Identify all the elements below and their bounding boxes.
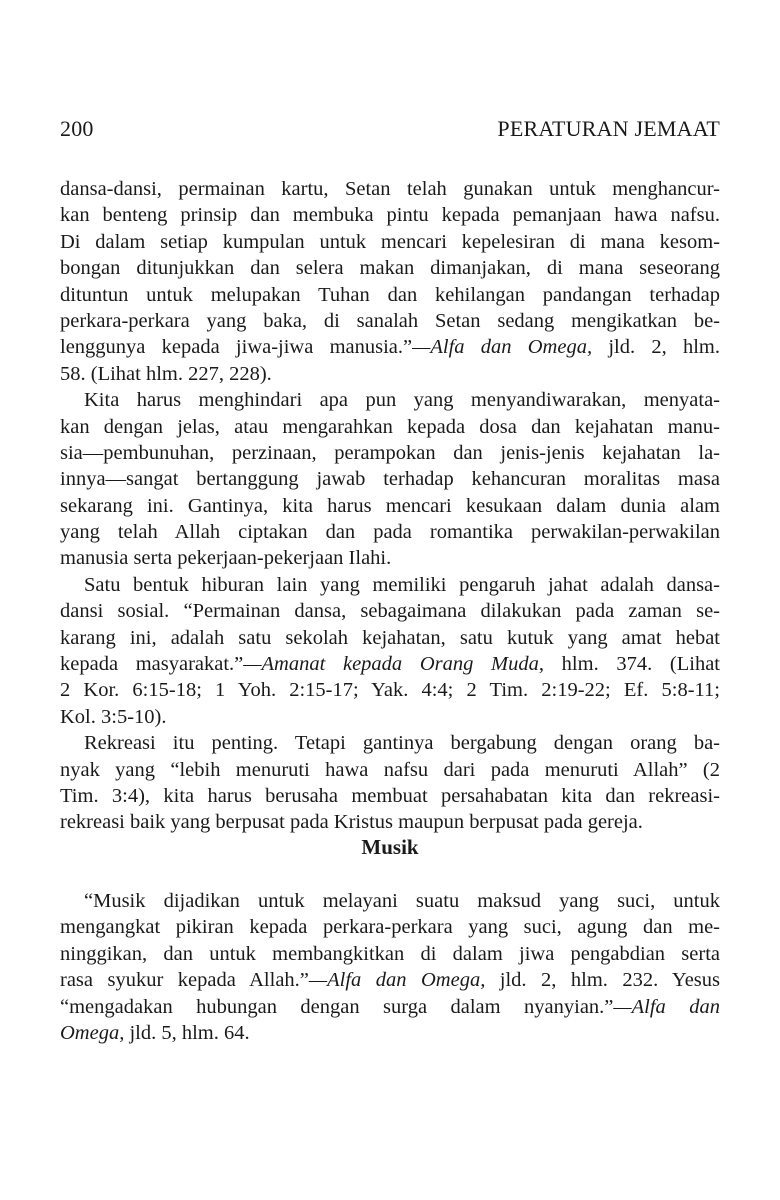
text-run: Rekreasi itu penting. Tetapi gantinya bergabung dengan orang ba-	[84, 732, 720, 755]
text-line	[60, 967, 720, 993]
text-line	[60, 941, 720, 967]
citation-title: Omega,	[60, 1021, 125, 1044]
text-line	[60, 598, 720, 624]
text-run: nyak yang “lebih menuruti hawa nafsu dari pada menuruti Allah” (2	[60, 758, 720, 781]
text-line	[60, 783, 720, 809]
text-line	[60, 229, 720, 255]
text-run: kan dengan jelas, atau mengarahkan kepada dosa dan kejahatan manu-	[60, 415, 720, 438]
text-line	[60, 757, 720, 783]
text-run: ninggikan, dan untuk membangkitkan di dalam jiwa pengabdian serta	[60, 942, 720, 965]
text-run: manusia serta pekerjaan-pekerjaan Ilahi.	[60, 547, 392, 570]
text-line	[60, 202, 720, 228]
text-line	[60, 888, 720, 914]
text-run: “mengadakan hubungan dengan surga dalam nyanyian.”	[60, 995, 614, 1018]
text-run: Tim. 3:4), kita harus berusaha membuat persahabatan kita dan rekreasi-	[60, 784, 720, 807]
text-run: 58. (Lihat hlm. 227, 228).	[60, 362, 272, 385]
text-run: , hlm. 374. (Lihat	[538, 653, 720, 676]
text-run: rasa syukur kepada Allah.”	[60, 969, 309, 992]
text-line	[60, 572, 720, 598]
text-line	[60, 440, 720, 466]
text-run: Di dalam setiap kumpulan untuk mencari kepelesiran di mana kesom-	[60, 230, 720, 253]
text-line	[60, 176, 720, 202]
body-text	[60, 176, 720, 836]
running-header	[60, 114, 720, 144]
text-line	[60, 519, 720, 545]
text-line	[60, 387, 720, 413]
text-run: dansi sosial. “Permainan dansa, sebagaimana dilakukan pada zaman se-	[60, 600, 720, 623]
book-title: PERATURAN JEMAAT	[497, 116, 720, 141]
text-run: 2 Kor. 6:15-18; 1 Yoh. 2:15-17; Yak. 4:4; 2 Tim. 2:19-22; Ef. 5:8-11;	[60, 679, 720, 702]
citation-title: —Amanat kepada Orang Muda	[243, 653, 539, 676]
text-line	[60, 308, 720, 334]
text-run: mengangkat pikiran kepada perkara-perkara yang suci, agung dan me-	[60, 916, 720, 939]
citation-title: —Alfa dan Omega,	[412, 336, 593, 359]
citation-title: —Alfa dan	[613, 995, 720, 1018]
text-run: karang ini, adalah satu sekolah kejahatan, satu kutuk yang amat hebat	[60, 626, 720, 649]
section-heading: Musik	[361, 835, 419, 859]
text-line	[60, 704, 720, 730]
text-line	[60, 651, 720, 677]
text-line	[60, 493, 720, 519]
text-run: “Musik dijadikan untuk melayani suatu maksud yang suci, untuk	[84, 890, 720, 912]
page-number: 200	[60, 116, 94, 141]
text-run: jld. 2, hlm. 232. Yesus	[485, 969, 720, 992]
text-run: innya—sangat bertanggung jawab terhadap kehancuran moralitas masa	[60, 468, 720, 491]
text-run: rekreasi baik yang berpusat pada Kristus maupun berpusat pada gereja.	[60, 811, 643, 834]
text-run: sekarang ini. Gantinya, kita harus mencari kesukaan dalam dunia alam	[60, 494, 720, 517]
section-text	[60, 888, 720, 1046]
text-line	[60, 334, 720, 360]
text-run: bongan ditunjukkan dan selera makan dimanjakan, di mana seseorang	[60, 257, 720, 280]
text-run: kepada masyarakat.”	[60, 653, 244, 676]
text-line	[60, 914, 720, 940]
text-line	[60, 994, 720, 1020]
text-line	[60, 361, 720, 387]
text-run: Satu bentuk hiburan lain yang memiliki pengaruh jahat adalah dansa-	[84, 573, 720, 596]
text-run: yang telah Allah ciptakan dan pada romantika perwakilan-perwakilan	[60, 521, 720, 544]
text-run: Kita harus menghindari apa pun yang menyandiwarakan, menyata-	[84, 389, 720, 412]
text-line	[60, 466, 720, 492]
text-run: Kol. 3:5-10).	[60, 705, 167, 728]
text-line	[60, 255, 720, 281]
text-run: perkara-perkara yang baka, di sanalah Setan sedang mengikatkan be-	[60, 309, 720, 332]
text-line	[60, 730, 720, 756]
text-run: sia—pembunuhan, perzinaan, perampokan dan jenis-jenis kejahatan la-	[60, 441, 720, 464]
text-run: lenggunya kepada jiwa-jiwa manusia.”	[60, 336, 413, 359]
citation-title: —Alfa dan Omega,	[308, 969, 486, 992]
text-run: dituntun untuk melupakan Tuhan dan kehilangan pandangan terhadap	[60, 283, 720, 306]
text-line	[60, 545, 720, 571]
text-run: kan benteng prinsip dan membuka pintu kepada pemanjaan hawa nafsu.	[60, 204, 720, 227]
text-line	[60, 1020, 720, 1046]
text-line	[60, 414, 720, 440]
text-run: jld. 5, hlm. 64.	[124, 1021, 250, 1044]
text-line	[60, 677, 720, 703]
text-line	[60, 282, 720, 308]
text-run: jld. 2, hlm.	[592, 336, 720, 359]
text-line	[60, 625, 720, 651]
text-run: dansa-dansi, permainan kartu, Setan telah gunakan untuk menghancur-	[60, 178, 720, 200]
